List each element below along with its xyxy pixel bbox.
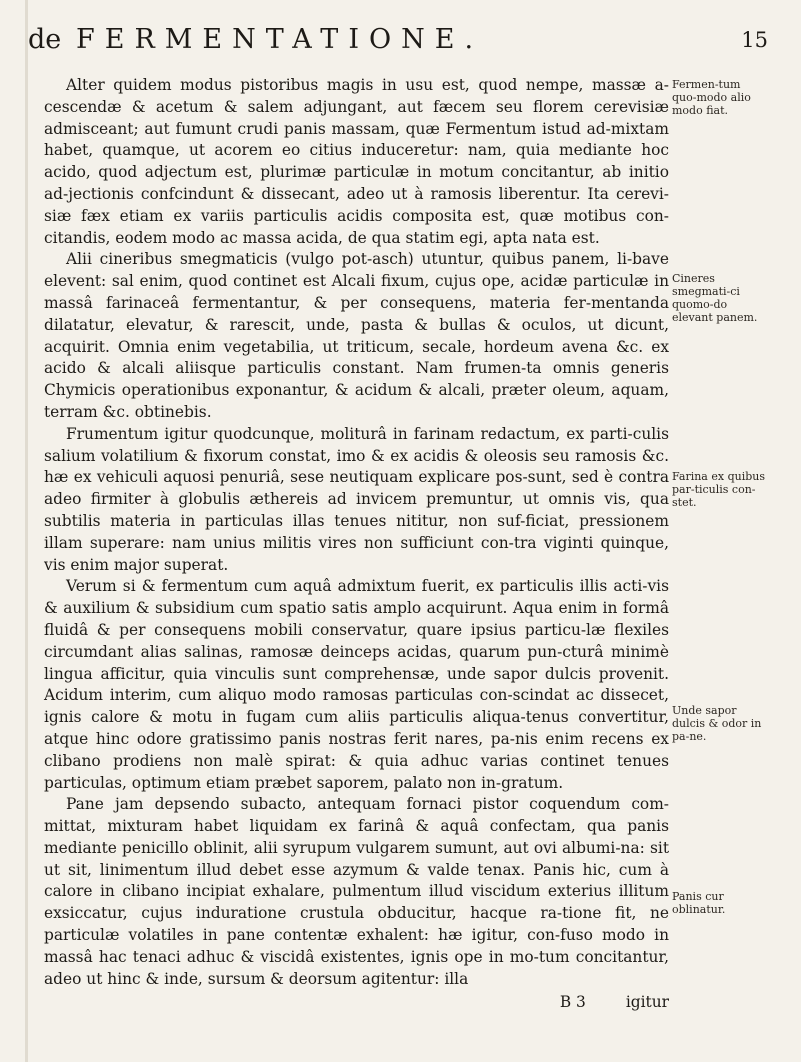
page-gutter-shadow — [25, 0, 28, 1062]
marginal-note-1: Fermen-tum quo-modo alio modo fiat. — [672, 78, 751, 117]
paragraph-4: Verum si & fermentum cum aquâ admixtum fuerit, ex particulis illis acti-vis & auxilium & subsidium cum spatio satis amplo acquirunt. Aqua enim in formâ fluidâ & per consequens mobili conservatur, quare ipsius particu-læ flexiles circumdant alias salinas, ramosæ deinceps acidas, quarum pun-cturâ minimè lingua afficitur, quia vinculis sunt comprehensæ, unde sapor dulcis provenit. Acidum interim, cum aliquo modo ramosas particulas con-scindat ac dissecet, ignis calore & motu in fugam cum aliis particulis aliqua-tenus convertitur, atque hinc odore gratissimo panis nostras ferit nares, pa-nis enim recens ex clibano prodiens non malè spirat: & quia adhuc varias continet tenues particulas, optimum etiam præbet saporem, palato non in-gratum. — [44, 577, 669, 792]
page-number: 15 — [741, 28, 768, 52]
header-de: de — [28, 24, 62, 55]
header-title: FERMENTATIONE. — [76, 24, 484, 55]
catchword: igitur — [625, 993, 669, 1012]
paragraph-2: Alii cineribus smegmaticis (vulgo pot-asch) utuntur, quibus panem, li-bave elevent: sal enim, quod continet est Alcali fixum, cujus ope, acidæ particulæ in massâ farinaceâ fermentantur, & per consequens, materia fer-mentanda dilatatur, elevatur, & rarescit, unde, pasta & bullas & oculos, ut dicunt, acquirit. Omnia enim vegetabilia, ut triticum, secale, hordeum avena &c. ex acido & alcali aliisque particulis constant. Nam frumen-ta omnis generis Chymicis operationibus exponantur, & acidum & alcali, præter oleum, aquam, terram &c. obtinebis. — [44, 250, 669, 421]
running-header — [28, 14, 768, 54]
main-text — [44, 75, 669, 1014]
signature-mark: B 3 — [559, 993, 586, 1012]
paragraph-1: Alter quidem modus pistoribus magis in usu est, quod nempe, massæ a-cescendæ & acetum & salem adjungant, aut fæcem seu florem cerevisiæ admiscеant; aut fumunt crudi panis massam, quæ Fermentum istud ad-mixtam habet, quamque, ut acorem eo citius induceretur: nam, quia mediante hoc acido, quod adjectum est, plurimæ particulæ in motum concitantur, ab initio ad-jectionis confcindunt & dissecant, adeo ut à ramosis liberentur. Ita cerevi-siæ fæx etiam ex variis particulis acidis composita est, quæ motibus con-citandis, eodem modo ac massa acida, de qua statim egi, apta nata est. — [44, 76, 669, 247]
marginal-note-4: Unde sapor dulcis & odor in pa-ne. — [672, 704, 762, 743]
marginal-note-5: Panis cur oblinatur. — [672, 890, 726, 916]
marginal-note-3: Farina ex quibus par-ticulis con-stet. — [672, 470, 765, 509]
paragraph-5: Pane jam depsendo subacto, antequam fornaci pistor coquendum com-mittat, mixturam habet liquidam ex farinâ & aquâ confectam, qua panis mediante penicillo oblinit, alii syrupum vulgarem sumunt, aut ovi albumi-na: sit ut sit, linimentum illud debet esse azymum & valde tenax. Panis hic, cum à calore in clibano incipiat exhalare, pulmentum illud viscidum exterius illitum exsiccatur, cujus induratione crustula obducitur, hacque ra-tione fit, ne particulæ volatiles in pane contentæ exhalent: hæ igitur, con-fuso modo in massâ hac tenaci adhuc & viscidâ existentes, ignis ope in mo-tum concitantur, adeo ut hinc & inde, sursum & deorsum agitentur: illa — [44, 795, 669, 988]
catchline — [44, 992, 669, 1014]
marginal-note-2: Cineres smegmati-ci quomo-do elevant panem. — [672, 272, 758, 324]
paragraph-3: Frumentum igitur quodcunque, moliturâ in farinam redactum, ex parti-culis salium volatilium & fixorum constat, imo & ex acidis & oleosis seu ramosis &c. hæ ex vehiculi aquosi penuriâ, sese neutiquam explicare pos-sunt, sed è contra adeo firmiter à globulis æthereis ad invicem premuntur, ut omnis vis, qua subtilis materia in particulas illas tenues nititur, non suf-ficiat, pressionem illam superare: nam unius militis vires non sufficiunt con-tra viginti quinque, vis enim major superat. — [44, 424, 669, 574]
